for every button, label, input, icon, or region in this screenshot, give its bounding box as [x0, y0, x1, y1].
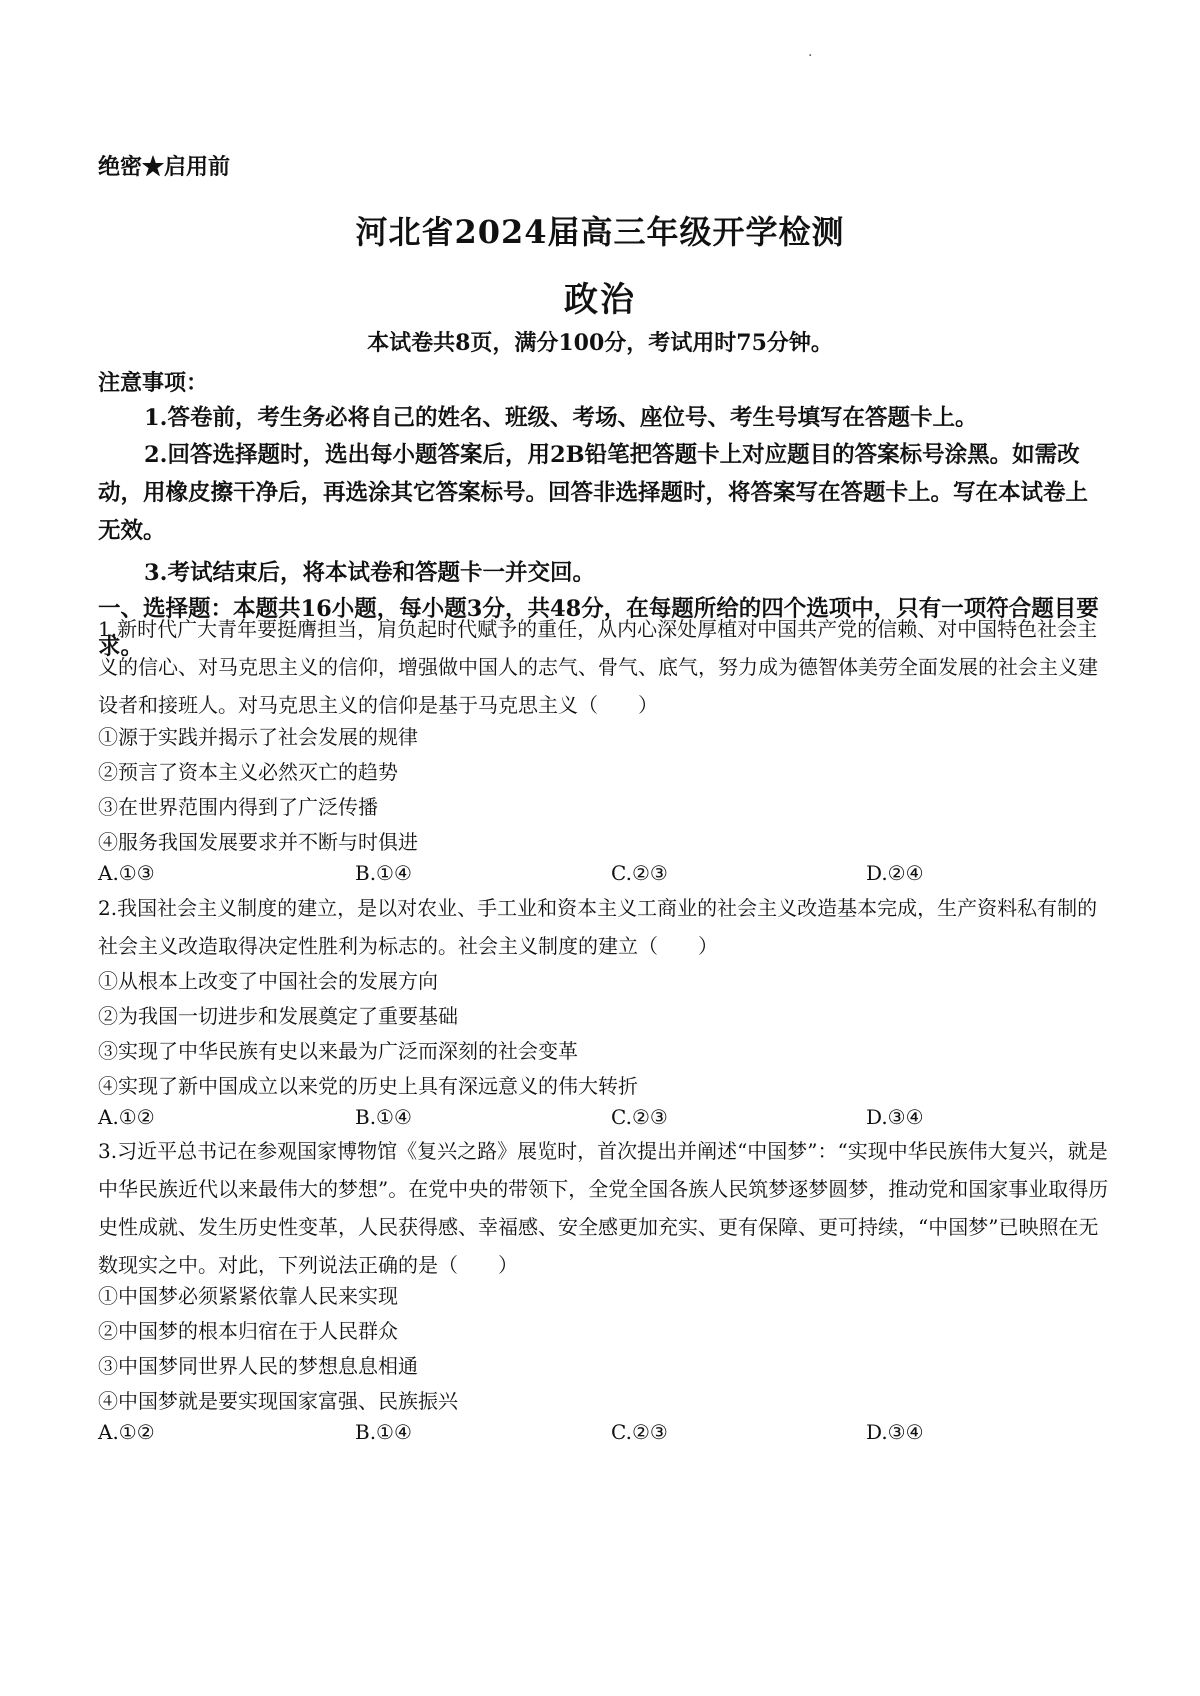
section-heading: 一、选择题：本题共16小题，每小题3分，共48分，在每题所给的四个选项中，只有一项符合题目要求。: [98, 596, 1099, 660]
note-item-2: 2.回答选择题时，选出每小题答案后，用2B铅笔把答题卡上对应题目的答案标号涂黑。如需改动，用橡皮擦干净后，再选涂其它答案标号。回答非选择题时，将答案写在答题卡上。写在本试卷上无效。: [98, 442, 1089, 544]
note-item-3: 3.考试结束后，将本试卷和答题卡一并交回。: [144, 560, 595, 586]
choice-d: D.②④: [866, 861, 924, 885]
choice-a: A.①②: [98, 1420, 155, 1444]
question-1-statement: ③在世界范围内得到了广泛传播: [98, 795, 378, 819]
question-2-stem: 2.我国社会主义制度的建立，是以对农业、手工业和资本主义工商业的社会主义改造基本完成，生产资料私有制的社会主义改造取得决定性胜利为标志的。社会主义制度的建立（ ）: [98, 896, 1098, 958]
exam-title: 河北省2024届高三年级开学检测: [355, 213, 845, 251]
choice-b: B.①④: [355, 1105, 412, 1129]
secret-mark: 绝密★启用前: [98, 154, 231, 180]
choice-a: A.①②: [98, 1105, 155, 1129]
question-2-statement: ④实现了新中国成立以来党的历史上具有深远意义的伟大转折: [98, 1074, 638, 1098]
choice-b: B.①④: [355, 861, 412, 885]
choice-c: C.②③: [611, 1105, 668, 1129]
question-2-statement: ③实现了中华民族有史以来最为广泛而深刻的社会变革: [98, 1039, 578, 1063]
choice-c: C.②③: [611, 861, 668, 885]
question-2-statement: ②为我国一切进步和发展奠定了重要基础: [98, 1004, 458, 1028]
question-3-statement: ①中国梦必须紧紧依靠人民来实现: [98, 1284, 398, 1308]
notes-heading: 注意事项：: [98, 370, 209, 396]
choice-b: B.①④: [355, 1420, 412, 1444]
question-1-statement: ④服务我国发展要求并不断与时俱进: [98, 830, 418, 854]
choice-d: D.③④: [866, 1420, 924, 1444]
question-1-choices: [98, 861, 1108, 891]
question-2-choices: [98, 1105, 1108, 1135]
question-3-choices: [98, 1420, 1108, 1450]
scan-mark: ·: [808, 48, 813, 64]
exam-info: 本试卷共8页，满分100分，考试用时75分钟。: [367, 330, 833, 356]
choice-c: C.②③: [611, 1420, 668, 1444]
question-3-statement: ②中国梦的根本归宿在于人民群众: [98, 1319, 398, 1343]
question-1-stem: 1.新时代广大青年要挺膺担当，肩负起时代赋予的重任，从内心深处厚植对中国共产党的信赖、对中国特色社会主义的信心、对马克思主义的信仰，增强做中国人的志气、骨气、底气，努力成为德智体美劳全面发展的社会主义建设者和接班人。对马克思主义的信仰是基于马克思主义（ ）: [98, 617, 1098, 717]
question-3-statement: ③中国梦同世界人民的梦想息息相通: [98, 1354, 418, 1378]
choice-a: A.①③: [98, 861, 155, 885]
subject-title: 政治: [564, 280, 636, 320]
question-1-statement: ①源于实践并揭示了社会发展的规律: [98, 725, 418, 749]
question-2-statement: ①从根本上改变了中国社会的发展方向: [98, 969, 438, 993]
question-1-statement: ②预言了资本主义必然灭亡的趋势: [98, 760, 398, 784]
choice-d: D.③④: [866, 1105, 924, 1129]
question-3-statement: ④中国梦就是要实现国家富强、民族振兴: [98, 1389, 458, 1413]
question-3-stem: 3.习近平总书记在参观国家博物馆《复兴之路》展览时，首次提出并阐述“中国梦”：“实现中华民族伟大复兴，就是中华民族近代以来最伟大的梦想”。在党中央的带领下，全党全国各族人民筑梦逐梦圆梦，推动党和国家事业取得历史性成就、发生历史性变革，人民获得感、幸福感、安全感更加充实、更有保障、更可持续，“中国梦”已映照在无数现实之中。对此，下列说法正确的是（ ）: [98, 1139, 1109, 1277]
note-item-1: 1.答卷前，考生务必将自己的姓名、班级、考场、座位号、考生号填写在答题卡上。: [144, 405, 978, 431]
